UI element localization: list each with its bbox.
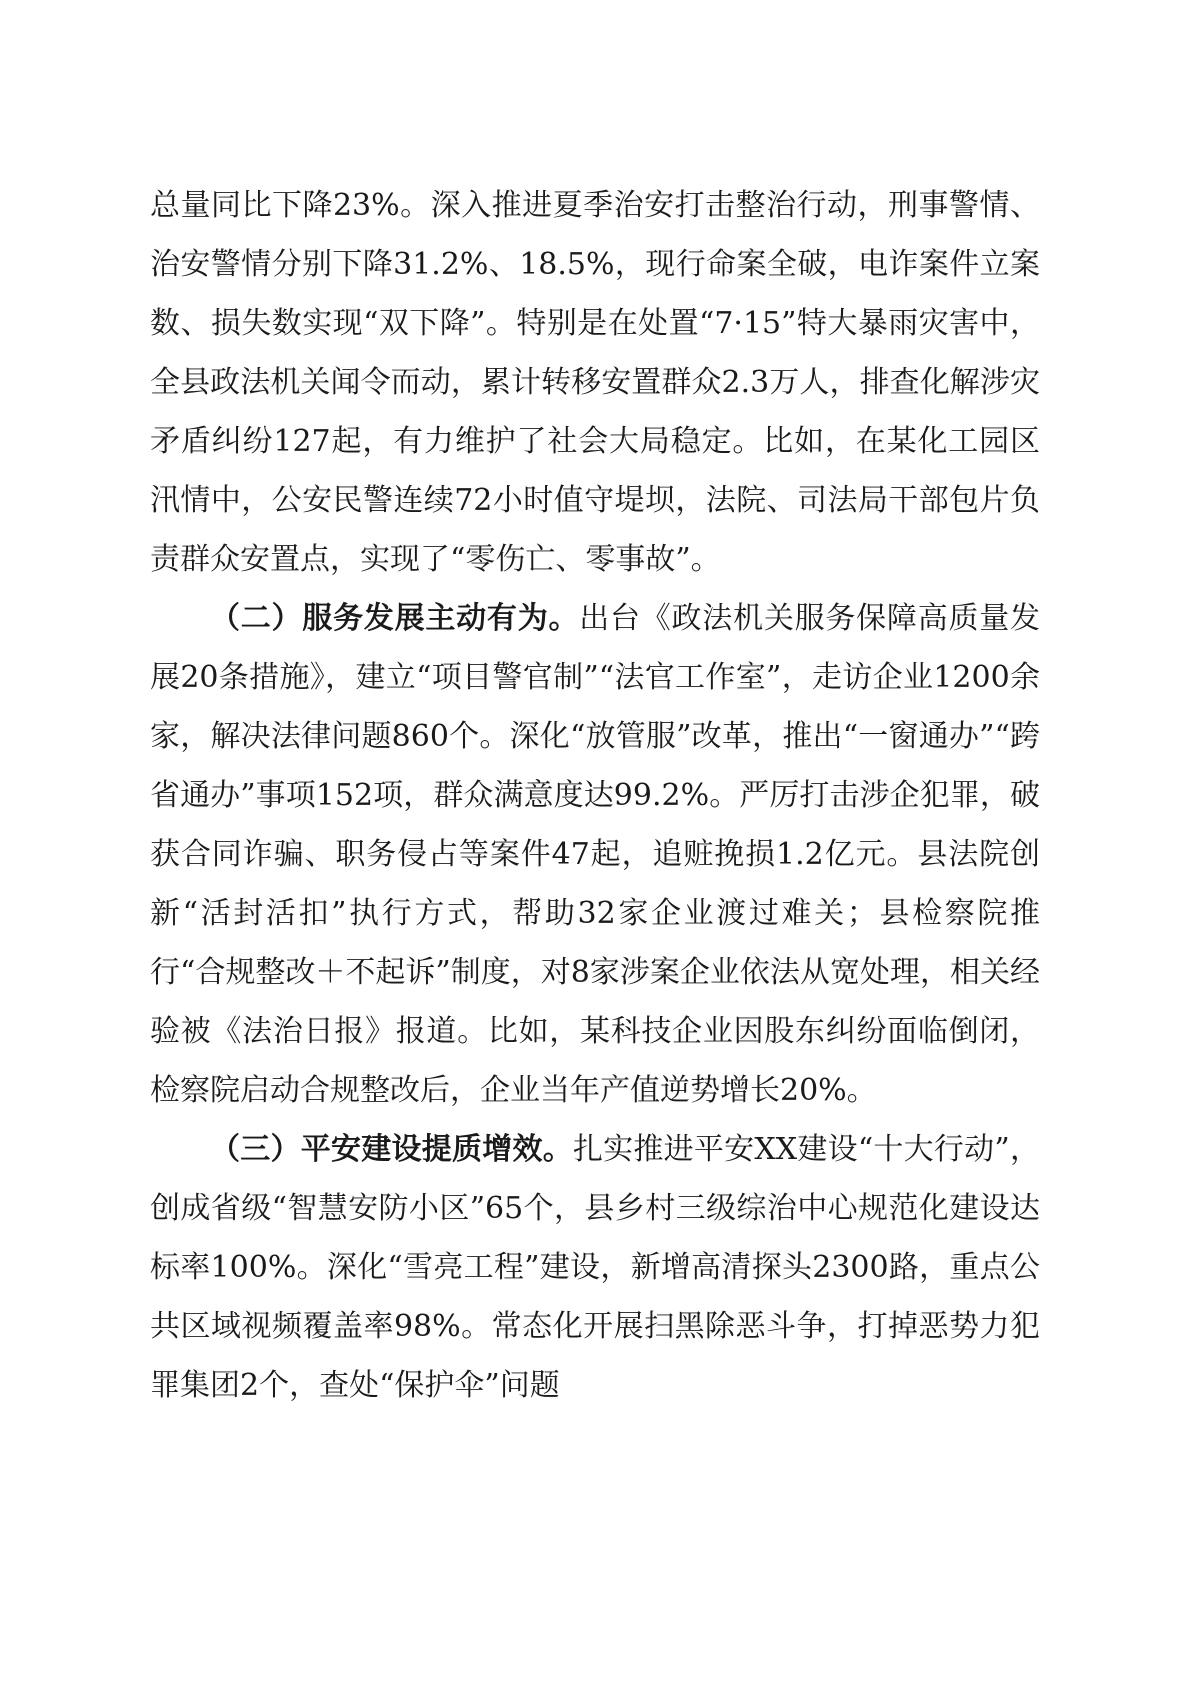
paragraph-3 [150,1120,1040,1415]
section-heading-2: （二）服务发展主动有为。 [210,601,580,636]
paragraph-1 [150,176,1040,589]
section-heading-3: （三）平安建设提质增效。 [210,1132,573,1167]
document-body [150,176,1040,1415]
paragraph-1-text: 总量同比下降23%。深入推进夏季治安打击整治行动，刑事警情、治安警情分别下降31.2%、18.5%，现行命案全破，电诈案件立案数、损失数实现“双下降”。特别是在处置“7·15”特大暴雨灾害中，全县政法机关闻令而动，累计转移安置群众2.3万人，排查化解涉灾矛盾纠纷127起，有力维护了社会大局稳定。比如，在某化工园区汛情中，公安民警连续72小时值守堤坝，法院、司法局干部包片负责群众安置点，实现了“零伤亡、零事故”。 [150,188,1040,577]
paragraph-2-text: 出台《政法机关服务保障高质量发展20条措施》，建立“项目警官制”“法官工作室”，走访企业1200余家，解决法律问题860个。深化“放管服”改革，推出“一窗通办”“跨省通办”事项152项，群众满意度达99.2%。严厉打击涉企犯罪，破获合同诈骗、职务侵占等案件47起，追赃挽损1.2亿元。县法院创新“活封活扣”执行方式，帮助32家企业渡过难关；县检察院推行“合规整改＋不起诉”制度，对8家涉案企业依法从宽处理，相关经验被《法治日报》报道。比如，某科技企业因股东纠纷面临倒闭，检察院启动合规整改后，企业当年产值逆势增长20%。 [150,601,1041,1108]
paragraph-2 [150,589,1040,1120]
paragraph-3-text: 扎实推进平安XX建设“十大行动”，创成省级“智慧安防小区”65个，县乡村三级综治中心规范化建设达标率100%。深化“雪亮工程”建设，新增高清探头2300路，重点公共区域视频覆盖率98%。常态化开展扫黑除恶斗争，打掉恶势力犯罪集团2个，查处“保护伞”问题 [150,1132,1040,1403]
